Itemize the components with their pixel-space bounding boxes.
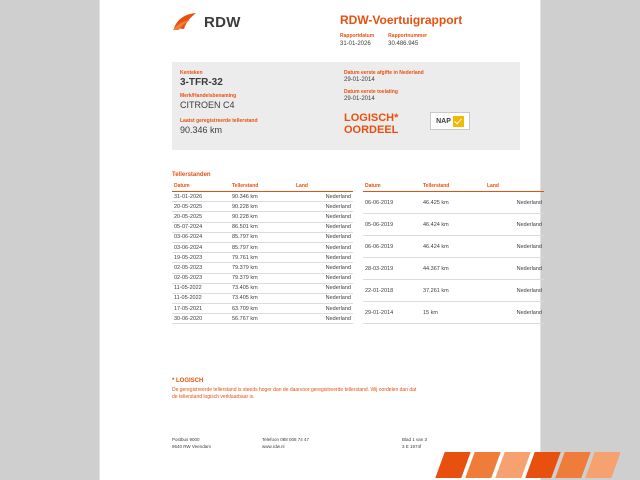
last-odometer-value: 90.346 km <box>180 125 223 135</box>
footnote-body: De geregistreerde tellerstand is steeds hoger dan de daarvoor geregistreerde tellerstand. Wij oordelen dan dat de tellerstand logisch verklaarbaar is. <box>172 387 417 400</box>
merk-label: Merk/Handelsbenaming <box>180 93 237 99</box>
table-row <box>363 236 544 258</box>
vehicle-info-panel <box>172 62 520 150</box>
cell-datum: 11-05-2022 <box>172 283 230 293</box>
cell-tellerstand: 85.797 km <box>230 242 294 252</box>
document-footer <box>172 436 520 450</box>
cell-datum: 05-06-2019 <box>363 214 421 236</box>
table-row <box>172 293 353 303</box>
table-row <box>172 192 353 202</box>
report-meta <box>340 33 427 47</box>
document-page <box>100 0 540 480</box>
table-row <box>172 273 353 283</box>
odometer-section <box>172 172 542 324</box>
table-row <box>172 304 353 314</box>
eerste-toelating-label: Datum eerste toelating <box>344 89 398 95</box>
footer-address-line-1: Postbus 9000 <box>172 437 200 442</box>
cell-tellerstand: 90.346 km <box>230 192 294 202</box>
eerste-toelating-value: 29-01-2014 <box>344 96 375 102</box>
cell-land: Nederland <box>485 302 544 324</box>
cell-land: Nederland <box>294 263 353 273</box>
table-row <box>172 314 353 324</box>
cell-datum: 20-05-2025 <box>172 212 230 222</box>
cell-tellerstand: 86.501 km <box>230 222 294 232</box>
cell-tellerstand: 15 km <box>421 302 485 324</box>
cell-datum: 28-03-2019 <box>363 258 421 280</box>
footer-contact <box>262 436 402 450</box>
footer-address <box>172 436 262 450</box>
cell-land: Nederland <box>485 192 544 214</box>
report-date-block <box>340 33 374 47</box>
cell-land: Nederland <box>294 283 353 293</box>
cell-land: Nederland <box>294 232 353 242</box>
table-row <box>172 283 353 293</box>
footer-website: www.rdw.nl <box>262 444 285 449</box>
column-header-datum: Datum <box>363 182 421 192</box>
cell-tellerstand: 79.379 km <box>230 273 294 283</box>
cell-land: Nederland <box>294 202 353 212</box>
table-row <box>172 222 353 232</box>
table-row <box>172 242 353 252</box>
odometer-table-title: Tellerstanden <box>172 172 211 178</box>
table-row <box>363 302 544 324</box>
vehicle-info-left <box>180 70 340 115</box>
cell-land: Nederland <box>294 304 353 314</box>
table-row <box>172 202 353 212</box>
cell-datum: 30-06-2020 <box>172 314 230 324</box>
kenteken-label: Kenteken <box>180 70 203 76</box>
odometer-table-left <box>172 182 353 324</box>
table-row <box>363 192 544 214</box>
cell-datum: 03-06-2024 <box>172 232 230 242</box>
nap-badge <box>430 112 470 130</box>
cell-tellerstand: 90.228 km <box>230 212 294 222</box>
nap-check-icon <box>453 116 464 127</box>
cell-tellerstand: 73.405 km <box>230 293 294 303</box>
cell-datum: 05-07-2024 <box>172 222 230 232</box>
report-date-value: 31-01-2026 <box>340 41 371 47</box>
cell-land: Nederland <box>294 222 353 232</box>
odometer-tables <box>172 182 542 324</box>
odometer-table-right-body <box>363 192 544 324</box>
eerste-afgifte-value: 29-01-2014 <box>344 77 375 83</box>
cell-datum: 02-05-2023 <box>172 273 230 283</box>
cell-tellerstand: 37.261 km <box>421 280 485 302</box>
cell-tellerstand: 79.379 km <box>230 263 294 273</box>
table-row <box>172 253 353 263</box>
odometer-table-right <box>363 182 544 324</box>
cell-land: Nederland <box>294 253 353 263</box>
cell-tellerstand: 63.709 km <box>230 304 294 314</box>
footer-pagination <box>402 436 502 450</box>
verdict-block <box>344 112 398 136</box>
report-number-value: 30.486.945 <box>388 41 419 47</box>
cell-land: Nederland <box>294 293 353 303</box>
document-header <box>100 0 540 58</box>
cell-land: Nederland <box>485 236 544 258</box>
vehicle-info-right <box>344 70 514 108</box>
column-header-land: Land <box>294 182 353 192</box>
footer-chevron-graphic <box>430 452 620 480</box>
nap-label: NAP <box>436 117 451 125</box>
table-row <box>363 280 544 302</box>
verdict-line-2: OORDEEL <box>344 124 399 136</box>
rdw-logo-text: RDW <box>204 13 241 31</box>
cell-land: Nederland <box>294 192 353 202</box>
cell-tellerstand: 56.767 km <box>230 314 294 324</box>
cell-land: Nederland <box>294 212 353 222</box>
table-row <box>172 212 353 222</box>
table-row <box>172 232 353 242</box>
cell-datum: 22-01-2018 <box>363 280 421 302</box>
cell-datum: 06-06-2019 <box>363 192 421 214</box>
table-row <box>172 263 353 273</box>
column-header-tellerstand: Tellerstand <box>421 182 485 192</box>
rdw-logo <box>172 12 241 32</box>
last-odometer-block <box>180 118 258 140</box>
report-number-label: Rapportnummer <box>388 33 428 39</box>
cell-tellerstand: 44.367 km <box>421 258 485 280</box>
cell-tellerstand: 46.424 km <box>421 214 485 236</box>
column-header-tellerstand: Tellerstand <box>230 182 294 192</box>
footer-doc-code: 3 E 1974f <box>402 444 422 449</box>
table-header-row <box>172 182 353 192</box>
cell-datum: 17-05-2021 <box>172 304 230 314</box>
cell-datum: 02-05-2023 <box>172 263 230 273</box>
cell-land: Nederland <box>485 280 544 302</box>
cell-tellerstand: 46.424 km <box>421 236 485 258</box>
footer-page-number: Blad 1 van 3 <box>402 437 428 442</box>
cell-land: Nederland <box>485 214 544 236</box>
cell-datum: 19-05-2023 <box>172 253 230 263</box>
cell-datum: 03-06-2024 <box>172 242 230 252</box>
cell-tellerstand: 85.797 km <box>230 232 294 242</box>
odometer-table-left-body <box>172 192 353 324</box>
table-row <box>363 258 544 280</box>
footer-address-line-2: 9640 RW Veendam <box>172 444 211 449</box>
verdict-line-1: LOGISCH* <box>344 112 399 124</box>
kenteken-value: 3-TFR-32 <box>180 77 223 88</box>
cell-tellerstand: 79.761 km <box>230 253 294 263</box>
table-row <box>363 214 544 236</box>
cell-land: Nederland <box>294 242 353 252</box>
last-odometer-label: Laatst geregistreerde tellerstand <box>180 118 258 124</box>
cell-datum: 11-05-2022 <box>172 293 230 303</box>
merk-value: CITROEN C4 <box>180 100 235 110</box>
report-date-label: Rapportdatum <box>340 33 375 39</box>
table-header-row <box>363 182 544 192</box>
cell-tellerstand: 73.405 km <box>230 283 294 293</box>
page-title: RDW-Voertuigrapport <box>340 13 463 27</box>
cell-land: Nederland <box>485 258 544 280</box>
cell-tellerstand: 46.425 km <box>421 192 485 214</box>
cell-datum: 06-06-2019 <box>363 236 421 258</box>
cell-land: Nederland <box>294 273 353 283</box>
footnote <box>172 378 422 401</box>
report-number-block <box>388 33 427 47</box>
cell-tellerstand: 90.228 km <box>230 202 294 212</box>
footer-phone: Telefoon 088 008 74 47 <box>262 437 310 442</box>
column-header-land: Land <box>485 182 544 192</box>
rdw-flame-icon <box>172 12 198 32</box>
eerste-afgifte-label: Datum eerste afgifte in Nederland <box>344 70 424 76</box>
column-header-datum: Datum <box>172 182 230 192</box>
cell-datum: 29-01-2014 <box>363 302 421 324</box>
cell-land: Nederland <box>294 314 353 324</box>
footnote-title: * LOGISCH <box>172 378 204 384</box>
cell-datum: 31-01-2026 <box>172 192 230 202</box>
cell-datum: 20-05-2025 <box>172 202 230 212</box>
